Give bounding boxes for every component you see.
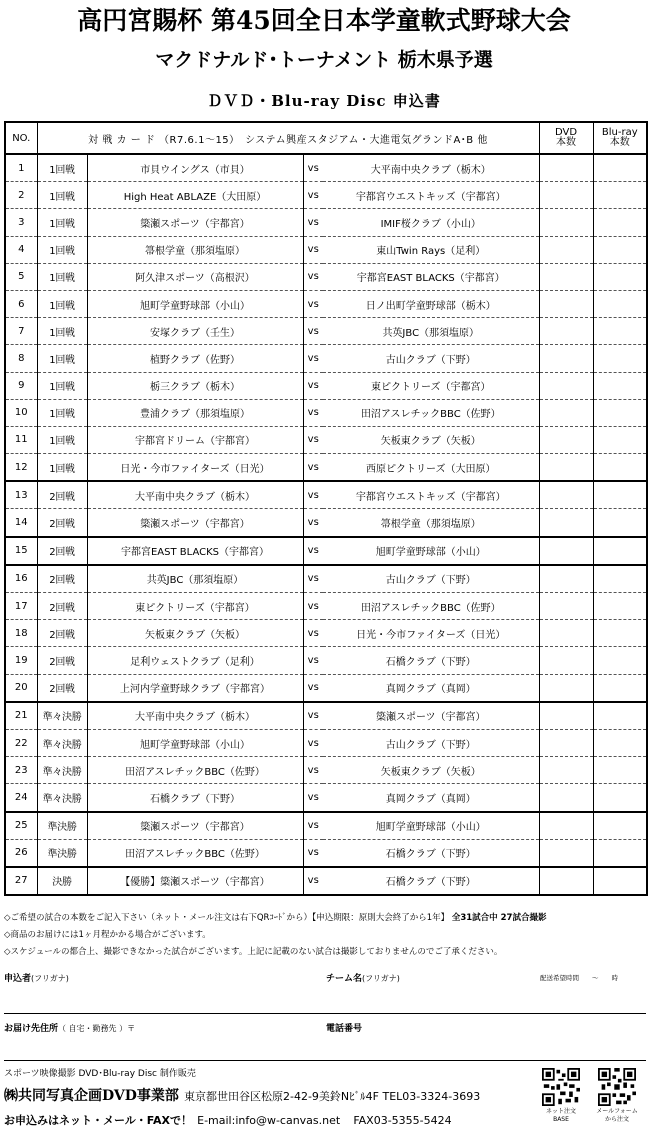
vs-label: vs [303, 593, 323, 620]
away-team: IMIF桜クラブ（小山） [323, 209, 539, 236]
bluray-qty-cell[interactable] [593, 839, 647, 867]
vs-label: vs [303, 154, 323, 182]
table-header-row [5, 122, 647, 154]
away-team: 旭町学童野球部（小山） [323, 812, 539, 840]
dvd-qty-cell[interactable] [539, 481, 593, 509]
match-round: 2回戦 [37, 674, 87, 702]
vs-label: vs [303, 209, 323, 236]
table-row [5, 565, 647, 593]
table-row [5, 702, 647, 730]
bluray-qty-cell[interactable] [593, 757, 647, 784]
table-row [5, 867, 647, 895]
vs-label: vs [303, 839, 323, 867]
away-team: 西原ピクトリーズ（大田原） [323, 454, 539, 482]
dvd-qty-cell[interactable] [539, 509, 593, 537]
match-no: 25 [5, 812, 37, 840]
bluray-qty-cell[interactable] [593, 399, 647, 426]
table-row [5, 454, 647, 482]
match-round: 準々決勝 [37, 757, 87, 784]
note-3: ◇スケジュールの都合上、撮影できなかった試合がございます。上記に記載のない試合は撮影しておりませんのでご了承ください。 [4, 947, 503, 957]
bluray-qty-cell[interactable] [593, 674, 647, 702]
dvd-qty-cell[interactable] [539, 729, 593, 756]
match-round: 準決勝 [37, 812, 87, 840]
qr-code-base[interactable] [542, 1068, 580, 1106]
away-team: 真岡クラブ（真岡） [323, 674, 539, 702]
header-match-card: 対 戦 カ ー ド （R7.6.1～15） システム興産スタジアム・大進電気グランドA･B 他 [37, 122, 539, 154]
match-no: 14 [5, 509, 37, 537]
table-row [5, 839, 647, 867]
vs-label: vs [303, 509, 323, 537]
vs-label: vs [303, 399, 323, 426]
away-team: 田沼アスレチックBBC（佐野） [323, 399, 539, 426]
vs-label: vs [303, 290, 323, 317]
match-round: 2回戦 [37, 620, 87, 647]
bluray-qty-cell[interactable] [593, 318, 647, 345]
main-title: 高円宮賜杯 第45回全日本学童軟式野球大会 [77, 6, 571, 35]
dvd-qty-cell[interactable] [539, 182, 593, 209]
delivery-time-label: 配送希望時間 ～ 時 [540, 974, 618, 982]
form-title: ＤＶＤ・Blu-ray Disc 申込書 [207, 92, 441, 110]
company-address: 東京都世田谷区松原2-42-9美鈴Nﾋﾞﾙ4F TEL03-3324-3693 [184, 1090, 481, 1103]
note-2: ◇商品のお届けには1ヶ月程かかる場合がございます。 [4, 930, 211, 940]
notes [4, 910, 646, 961]
match-round: 準決勝 [37, 839, 87, 867]
dvd-qty-cell[interactable] [539, 454, 593, 482]
home-team: 市貝ウイングス（市貝） [87, 154, 303, 182]
home-team: 上河内学童野球クラブ（宇都宮） [87, 674, 303, 702]
footer-tagline: スポーツ映像撮影 DVD･Blu-ray Disc 制作販売 [4, 1069, 196, 1079]
away-team: 東山Twin Rays（足利） [323, 236, 539, 263]
dvd-qty-cell[interactable] [539, 209, 593, 236]
away-team: 簗瀬スポーツ（宇都宮） [323, 702, 539, 730]
match-round: 2回戦 [37, 647, 87, 674]
match-no: 3 [5, 209, 37, 236]
match-round: 1回戦 [37, 290, 87, 317]
away-team: 真岡クラブ（真岡） [323, 784, 539, 812]
table-row [5, 154, 647, 182]
dvd-qty-cell[interactable] [539, 702, 593, 730]
dvd-qty-cell[interactable] [539, 812, 593, 840]
away-team: 日光・今市ファイターズ（日光） [323, 620, 539, 647]
table-row [5, 674, 647, 702]
match-no: 6 [5, 290, 37, 317]
dvd-qty-cell[interactable] [539, 674, 593, 702]
away-team: 大平南中央クラブ（栃木） [323, 154, 539, 182]
away-team: 共英JBC（那須塩原） [323, 318, 539, 345]
table-row [5, 426, 647, 453]
match-no: 17 [5, 593, 37, 620]
away-team: 古山クラブ（下野） [323, 565, 539, 593]
qr-mailform-caption: メールフォーム から注文 [596, 1108, 638, 1123]
home-team: 日光・今市ファイターズ（日光） [87, 454, 303, 482]
table-row [5, 812, 647, 840]
dvd-qty-cell[interactable] [539, 399, 593, 426]
dvd-qty-cell[interactable] [539, 784, 593, 812]
away-team: 矢板東クラブ（矢板） [323, 757, 539, 784]
away-team: 旭町学童野球部（小山） [323, 537, 539, 565]
table-row [5, 345, 647, 372]
home-team: 植野クラブ（佐野） [87, 345, 303, 372]
home-team: 箒根学童（那須塩原） [87, 236, 303, 263]
match-round: 2回戦 [37, 565, 87, 593]
phone-label: 電話番号 [326, 1024, 363, 1034]
vs-label: vs [303, 318, 323, 345]
dvd-qty-cell[interactable] [539, 593, 593, 620]
vs-label: vs [303, 372, 323, 399]
home-team: 大平南中央クラブ（栃木） [87, 481, 303, 509]
home-team: 田沼アスレチックBBC（佐野） [87, 839, 303, 867]
table-row [5, 729, 647, 756]
footer-order-row [4, 1109, 452, 1128]
bluray-qty-cell[interactable] [593, 182, 647, 209]
match-no: 15 [5, 537, 37, 565]
vs-label: vs [303, 757, 323, 784]
table-row [5, 509, 647, 537]
home-team: 宇都宮ドリーム（宇都宮） [87, 426, 303, 453]
match-no: 23 [5, 757, 37, 784]
match-no: 24 [5, 784, 37, 812]
vs-label: vs [303, 674, 323, 702]
dvd-qty-cell[interactable] [539, 290, 593, 317]
match-no: 12 [5, 454, 37, 482]
home-team: 豊浦クラブ（那須塩原） [87, 399, 303, 426]
table-row [5, 647, 647, 674]
dvd-qty-cell[interactable] [539, 345, 593, 372]
sub-title: マクドナルド･トーナメント 栃木県予選 [155, 49, 493, 71]
bluray-qty-cell[interactable] [593, 209, 647, 236]
home-team: 共英JBC（那須塩原） [87, 565, 303, 593]
qr-code-mailform[interactable] [598, 1068, 636, 1106]
home-team: 【優勝】簗瀬スポーツ（宇都宮） [87, 867, 303, 895]
away-team: 石橋クラブ（下野） [323, 839, 539, 867]
home-team: 東ピクトリーズ（宇都宮） [87, 593, 303, 620]
match-round: 1回戦 [37, 318, 87, 345]
dvd-qty-cell[interactable] [539, 236, 593, 263]
dvd-qty-cell[interactable] [539, 757, 593, 784]
match-no: 9 [5, 372, 37, 399]
home-team: 大平南中央クラブ（栃木） [87, 702, 303, 730]
address-label: お届け先住所（ 自宅・勤務先 ）〒 [4, 1024, 136, 1034]
dvd-qty-cell[interactable] [539, 154, 593, 182]
home-team: 簗瀬スポーツ（宇都宮） [87, 209, 303, 236]
bluray-qty-cell[interactable] [593, 784, 647, 812]
table-row [5, 236, 647, 263]
vs-label: vs [303, 565, 323, 593]
vs-label: vs [303, 426, 323, 453]
bluray-qty-cell[interactable] [593, 454, 647, 482]
bluray-qty-cell[interactable] [593, 481, 647, 509]
header-bluray-qty: Blu-ray 本数 [593, 122, 647, 154]
fax-number: FAX03-5355-5424 [353, 1114, 452, 1127]
match-round: 準々決勝 [37, 702, 87, 730]
header-no: NO. [5, 122, 37, 154]
match-round: 1回戦 [37, 209, 87, 236]
match-round: 1回戦 [37, 345, 87, 372]
table-row [5, 290, 647, 317]
email-link[interactable]: E-mail:info@w-canvas.net [197, 1114, 341, 1127]
bluray-qty-cell[interactable] [593, 537, 647, 565]
vs-label: vs [303, 784, 323, 812]
dvd-qty-cell[interactable] [539, 867, 593, 895]
note-1 [4, 910, 646, 927]
bluray-qty-cell[interactable] [593, 729, 647, 756]
dvd-qty-cell[interactable] [539, 318, 593, 345]
bluray-qty-cell[interactable] [593, 647, 647, 674]
match-no: 4 [5, 236, 37, 263]
table-row [5, 537, 647, 565]
match-round: 1回戦 [37, 454, 87, 482]
dvd-qty-cell[interactable] [539, 426, 593, 453]
table-row [5, 784, 647, 812]
home-team: 足利ウェストクラブ（足利） [87, 647, 303, 674]
table-row [5, 593, 647, 620]
vs-label: vs [303, 647, 323, 674]
match-no: 7 [5, 318, 37, 345]
table-row [5, 620, 647, 647]
dvd-qty-cell[interactable] [539, 620, 593, 647]
team-label: チーム名(フリガナ) [326, 974, 400, 984]
match-round: 1回戦 [37, 263, 87, 290]
bluray-qty-cell[interactable] [593, 620, 647, 647]
match-no: 26 [5, 839, 37, 867]
note-1-bold: 全31試合中 27試合撮影 [451, 913, 547, 923]
footer-company-row [4, 1085, 480, 1105]
vs-label: vs [303, 345, 323, 372]
note-1-text: ◇ご希望の試合の本数をご記入下さい（ネット・メール注文は右下QRｺｰﾄﾞから）【申込期限：原則大会終了から1年】 [4, 913, 450, 923]
match-no: 13 [5, 481, 37, 509]
match-table [4, 121, 648, 896]
table-row [5, 263, 647, 290]
vs-label: vs [303, 729, 323, 756]
vs-label: vs [303, 867, 323, 895]
bluray-qty-cell[interactable] [593, 236, 647, 263]
match-no: 10 [5, 399, 37, 426]
home-team: 宇都宮EAST BLACKS（宇都宮） [87, 537, 303, 565]
match-no: 1 [5, 154, 37, 182]
match-no: 2 [5, 182, 37, 209]
table-row [5, 757, 647, 784]
home-team: 簗瀬スポーツ（宇都宮） [87, 812, 303, 840]
home-team: 栃三クラブ（栃木） [87, 372, 303, 399]
away-team: 古山クラブ（下野） [323, 729, 539, 756]
bluray-qty-cell[interactable] [593, 867, 647, 895]
match-no: 5 [5, 263, 37, 290]
applicant-label: 申込者(フリガナ) [4, 974, 69, 984]
match-round: 準々決勝 [37, 784, 87, 812]
vs-label: vs [303, 236, 323, 263]
vs-label: vs [303, 537, 323, 565]
bluray-qty-cell[interactable] [593, 154, 647, 182]
dvd-qty-cell[interactable] [539, 537, 593, 565]
bluray-qty-cell[interactable] [593, 345, 647, 372]
qr-base-caption: ネット注文 BASE [545, 1108, 576, 1123]
table-row [5, 399, 647, 426]
away-team: 宇都宮ウエストキッズ（宇都宮） [323, 182, 539, 209]
away-team: 宇都宮EAST BLACKS（宇都宮） [323, 263, 539, 290]
home-team: 田沼アスレチックBBC（佐野） [87, 757, 303, 784]
home-team: 阿久津スポーツ（高根沢） [87, 263, 303, 290]
bluray-qty-cell[interactable] [593, 702, 647, 730]
match-round: 1回戦 [37, 426, 87, 453]
order-label: お申込みはネット・メール・FAXで！ [4, 1114, 193, 1127]
home-team: 石橋クラブ（下野） [87, 784, 303, 812]
match-no: 19 [5, 647, 37, 674]
vs-label: vs [303, 812, 323, 840]
match-round: 準々決勝 [37, 729, 87, 756]
dvd-qty-cell[interactable] [539, 263, 593, 290]
home-team: 旭町学童野球部（小山） [87, 729, 303, 756]
home-team: High Heat ABLAZE（大田原） [87, 182, 303, 209]
dvd-qty-cell[interactable] [539, 372, 593, 399]
address-line [4, 1060, 646, 1061]
bluray-qty-cell[interactable] [593, 565, 647, 593]
company-name: ㈱共同写真企画DVD事業部 [4, 1088, 179, 1104]
dvd-qty-cell[interactable] [539, 647, 593, 674]
match-round: 1回戦 [37, 399, 87, 426]
applicant-line [4, 1013, 646, 1014]
bluray-qty-cell[interactable] [593, 509, 647, 537]
away-team: 日ノ出町学童野球部（栃木） [323, 290, 539, 317]
match-no: 20 [5, 674, 37, 702]
match-round: 1回戦 [37, 372, 87, 399]
dvd-qty-cell[interactable] [539, 839, 593, 867]
away-team: 東ピクトリーズ（宇都宮） [323, 372, 539, 399]
match-no: 18 [5, 620, 37, 647]
match-no: 16 [5, 565, 37, 593]
away-team: 田沼アスレチックBBC（佐野） [323, 593, 539, 620]
home-team: 安塚クラブ（壬生） [87, 318, 303, 345]
vs-label: vs [303, 702, 323, 730]
match-no: 8 [5, 345, 37, 372]
bluray-qty-cell[interactable] [593, 426, 647, 453]
dvd-qty-cell[interactable] [539, 565, 593, 593]
vs-label: vs [303, 454, 323, 482]
table-row [5, 318, 647, 345]
bluray-qty-cell[interactable] [593, 372, 647, 399]
bluray-qty-cell[interactable] [593, 290, 647, 317]
bluray-qty-cell[interactable] [593, 812, 647, 840]
vs-label: vs [303, 263, 323, 290]
match-round: 決勝 [37, 867, 87, 895]
match-round: 2回戦 [37, 481, 87, 509]
bluray-qty-cell[interactable] [593, 593, 647, 620]
match-round: 2回戦 [37, 593, 87, 620]
header-dvd-qty: DVD 本数 [539, 122, 593, 154]
away-team: 宇都宮ウエストキッズ（宇都宮） [323, 481, 539, 509]
vs-label: vs [303, 620, 323, 647]
vs-label: vs [303, 481, 323, 509]
bluray-qty-cell[interactable] [593, 263, 647, 290]
match-round: 2回戦 [37, 537, 87, 565]
table-row [5, 372, 647, 399]
table-row [5, 209, 647, 236]
home-team: 旭町学童野球部（小山） [87, 290, 303, 317]
away-team: 石橋クラブ（下野） [323, 647, 539, 674]
away-team: 矢板東クラブ（矢板） [323, 426, 539, 453]
match-round: 2回戦 [37, 509, 87, 537]
match-no: 22 [5, 729, 37, 756]
away-team: 古山クラブ（下野） [323, 345, 539, 372]
match-round: 1回戦 [37, 154, 87, 182]
home-team: 簗瀬スポーツ（宇都宮） [87, 509, 303, 537]
vs-label: vs [303, 182, 323, 209]
match-no: 27 [5, 867, 37, 895]
match-no: 11 [5, 426, 37, 453]
match-no: 21 [5, 702, 37, 730]
away-team: 箒根学童（那須塩原） [323, 509, 539, 537]
table-row [5, 182, 647, 209]
home-team: 矢板東クラブ（矢板） [87, 620, 303, 647]
table-row [5, 481, 647, 509]
away-team: 石橋クラブ（下野） [323, 867, 539, 895]
match-round: 1回戦 [37, 182, 87, 209]
match-round: 1回戦 [37, 236, 87, 263]
